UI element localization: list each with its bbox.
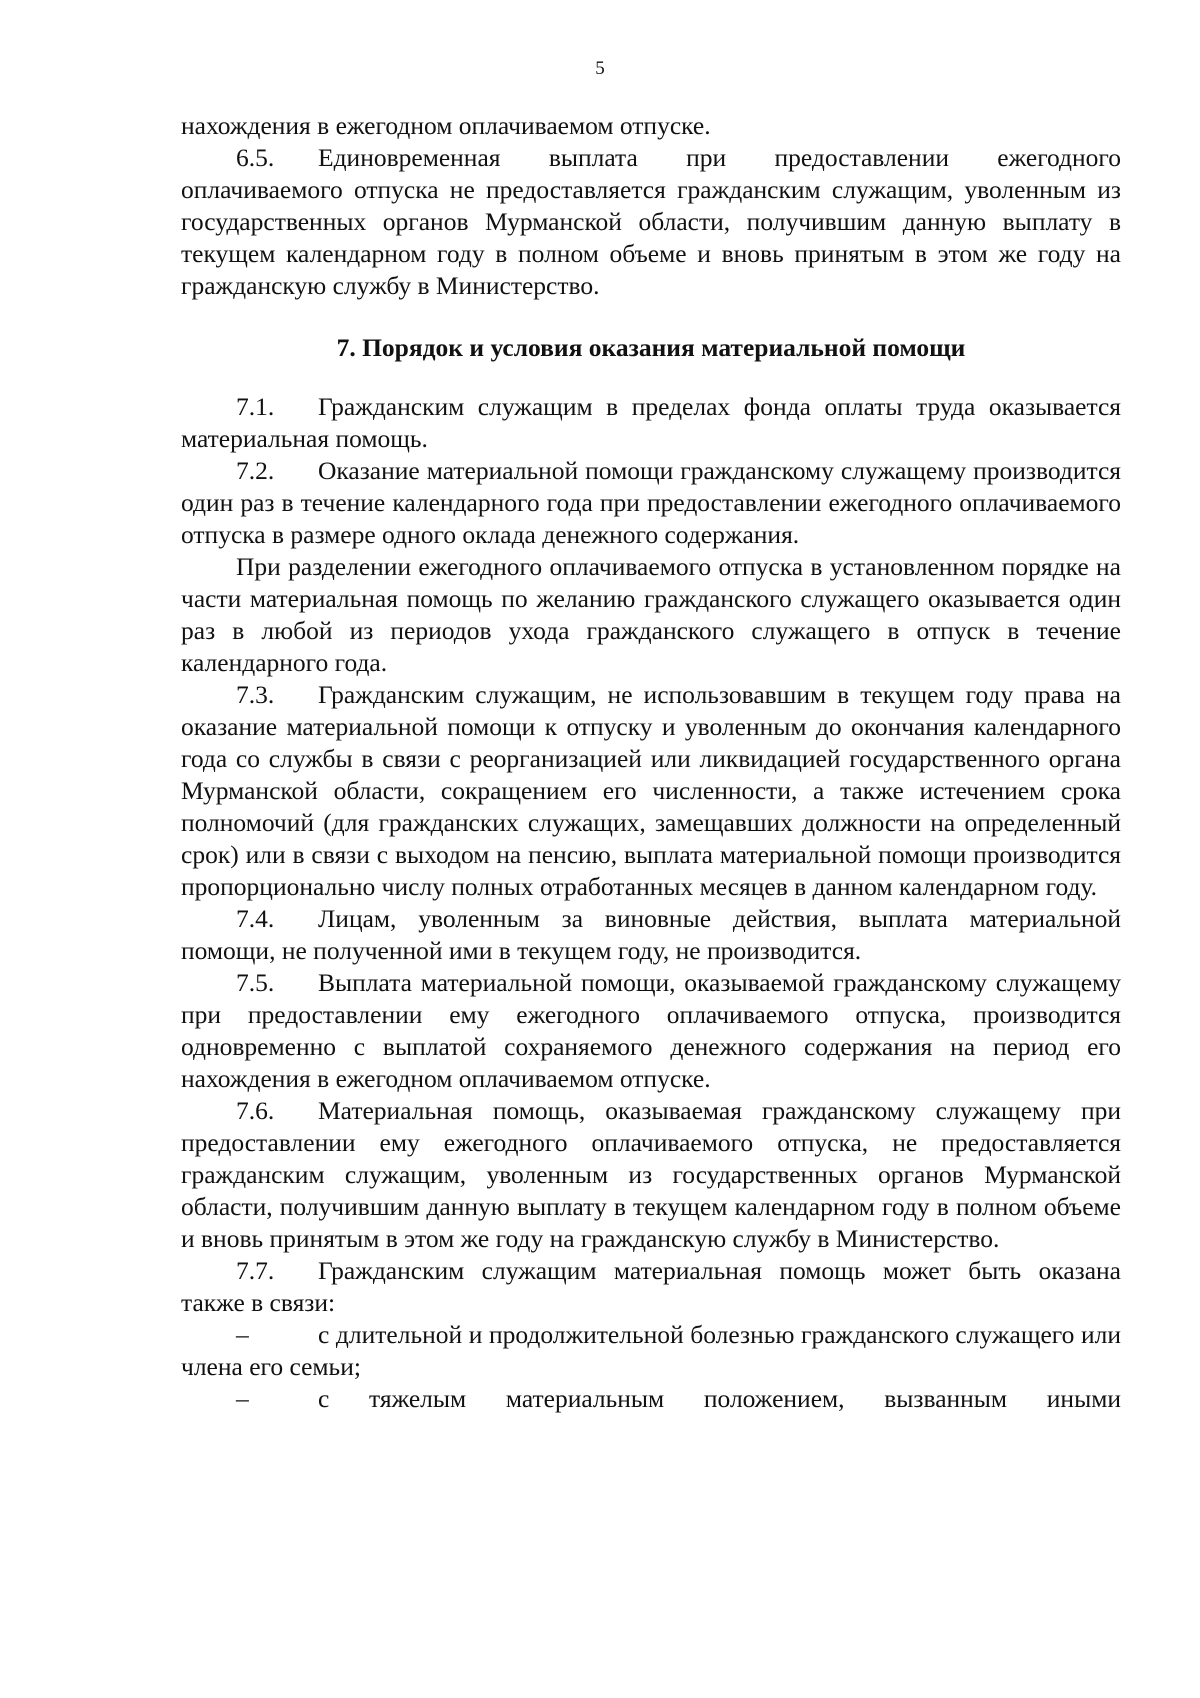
section-heading: 7. Порядок и условия оказания материальной помощи (336, 333, 966, 362)
clause-number: 7.7. (236, 1256, 275, 1285)
paragraph-text: Гражданским служащим в пределах фонда оплаты труда оказывается материальная помощь. (181, 392, 1121, 453)
clause-number: 6.5. (236, 143, 275, 172)
clause-number: 7.5. (236, 968, 275, 997)
paragraph-text: Единовременная выплата при предоставлении ежегодного оплачиваемого отпуска не предоставляется гражданским служащим, уволенным из государственных органов Мурманской области, получившим данную выплату в текущем календарном году в полном объеме и вновь принятым в этом же году на гражданскую службу в Министерство. (181, 143, 1121, 300)
clause-number: 7.2. (236, 456, 275, 485)
paragraph-text: Гражданским служащим материальная помощь может быть оказана также в связи: (181, 1256, 1121, 1317)
paragraph (181, 1383, 1121, 1415)
page-number: 5 (595, 58, 605, 79)
section-6-tail (181, 110, 1121, 302)
list-dash: – (236, 1384, 249, 1413)
paragraph (181, 903, 1121, 967)
paragraph: нахождения в ежегодном оплачиваемом отпуске. (181, 111, 711, 140)
paragraph-text: с длительной и продолжительной болезнью гражданского служащего или члена его семьи; (181, 1320, 1121, 1381)
paragraph-text: с тяжелым материальным положением, вызванным иными (318, 1384, 1121, 1413)
section-7 (181, 391, 1121, 1415)
paragraph-text: Оказание материальной помощи гражданскому служащему производится один раз в течение календарного года при предоставлении ежегодного оплачиваемого отпуска в размере одного оклада денежного содержания. (181, 456, 1121, 549)
paragraph (181, 1319, 1121, 1383)
paragraph (181, 679, 1121, 903)
list-dash: – (236, 1320, 249, 1349)
paragraph-text: Материальная помощь, оказываемая гражданскому служащему при предоставлении ему ежегодного оплачиваемого отпуска, не предоставляется гражданским служащим, уволенным из государственных органов Мурманской области, получившим данную выплату в текущем календарном году в полном объеме и вновь принятым в этом же году на гражданскую службу в Министерство. (181, 1096, 1121, 1253)
paragraph-text: Гражданским служащим, не использовавшим в текущем году права на оказание материальной помощи к отпуску и уволенным до окончания календарного года со службы в связи с реорганизацией или ликвидацией государственного органа Мурманской области, сокращением его численности, а также истечением срока полномочий (для гражданских служащих, замещавших должности на определенный срок) или в связи с выходом на пенсию, выплата материальной помощи производится пропорционально числу полных отработанных месяцев в данном календарном году. (181, 680, 1121, 901)
paragraph (181, 1255, 1121, 1319)
paragraph: При разделении ежегодного оплачиваемого отпуска в установленном порядке на части материальная помощь по желанию гражданского служащего оказывается один раз в любой из периодов ухода гражданского служащего в отпуск в течение календарного года. (181, 552, 1121, 677)
paragraph (181, 142, 1121, 302)
paragraph-text: Лицам, уволенным за виновные действия, выплата материальной помощи, не полученной ими в текущем году, не производится. (181, 904, 1121, 965)
paragraph-text: Выплата материальной помощи, оказываемой гражданскому служащему при предоставлении ему ежегодного оплачиваемого отпуска, производится одновременно с выплатой сохраняемого денежного содержания на период его нахождения в ежегодном оплачиваемом отпуске. (181, 968, 1121, 1093)
paragraph (181, 1095, 1121, 1255)
clause-number: 7.1. (236, 392, 275, 421)
paragraph (181, 455, 1121, 551)
clause-number: 7.3. (236, 680, 275, 709)
clause-number: 7.4. (236, 904, 275, 933)
paragraph (181, 967, 1121, 1095)
paragraph (181, 391, 1121, 455)
document-body (181, 110, 1121, 1415)
clause-number: 7.6. (236, 1096, 275, 1125)
